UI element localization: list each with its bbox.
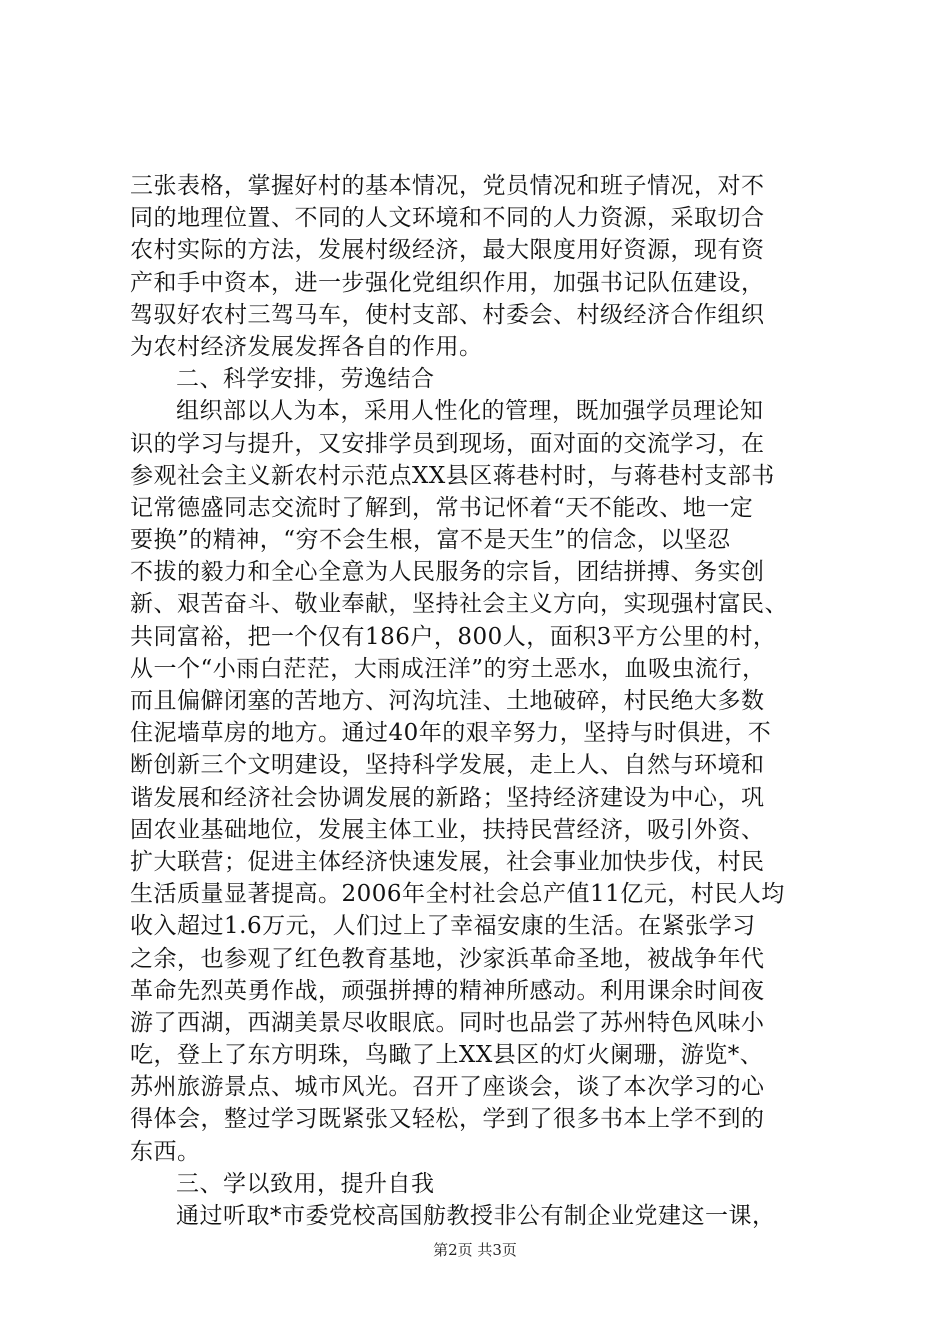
text-line: 革命先烈英勇作战，顽强拼搏的精神所感动。利用课余时间夜 — [130, 977, 765, 1004]
document-body — [130, 170, 840, 1232]
text-line: 要换”的精神，“穷不会生根，富不是天生”的信念，以坚忍 — [130, 527, 731, 554]
text-line: 而且偏僻闭塞的苦地方、河沟坑洼、土地破碎，村民绝大多数 — [130, 688, 765, 714]
section-heading: 二、科学安排，劳逸结合 — [176, 366, 435, 393]
text-line: 新、艰苦奋斗、敬业奉献，坚持社会主义方向，实现强村富民、 — [130, 591, 788, 618]
text-line: 共同富裕，把一个仅有186户，800人，面积3平方公里的村， — [130, 623, 777, 650]
text-line: 苏州旅游景点、城市风光。召开了座谈会，谈了本次学习的心 — [130, 1074, 765, 1101]
text-line: 谐发展和经济社会协调发展的新路；坚持经济建设为中心，巩 — [130, 784, 765, 811]
text-line: 从一个“小雨白茫茫，大雨成汪洋”的穷土恶水，血吸虫流行， — [130, 655, 766, 682]
text-line: 吃，登上了东方明珠，鸟瞰了上XX县区的灯火阑珊，游览*、 — [130, 1042, 764, 1069]
text-line: 收入超过1.6万元，人们过上了幸福安康的生活。在紧张学习 — [130, 913, 756, 940]
text-line: 生活质量显著提高。2006年全村社会总产值11亿元，村民人均 — [130, 881, 785, 908]
text-line: 参观社会主义新农村示范点XX县区蒋巷村时，与蒋巷村支部书 — [130, 462, 775, 489]
text-line: 产和手中资本，进一步强化党组织作用，加强书记队伍建设， — [130, 269, 765, 296]
text-line: 游了西湖，西湖美景尽收眼底。同时也品尝了苏州特色风味小 — [130, 1009, 765, 1036]
page-footer: 第2页 共3页 — [433, 1241, 517, 1259]
text-line: 得体会，整过学习既紧张又轻松，学到了很多书本上学不到的 — [130, 1106, 765, 1133]
text-line: 组织部以人为本，采用人性化的管理，既加强学员理论知 — [176, 398, 764, 425]
text-line: 同的地理位置、不同的人文环境和不同的人力资源，采取切合 — [130, 205, 765, 232]
text-line: 三张表格，掌握好村的基本情况，党员情况和班子情况，对不 — [130, 173, 765, 199]
text-line: 东西。 — [130, 1138, 201, 1165]
text-line: 断创新三个文明建设，坚持科学发展，走上人、自然与环境和 — [130, 752, 765, 779]
section-heading: 三、学以致用，提升自我 — [176, 1170, 435, 1197]
text-line: 住泥墙草房的地方。通过40年的艰辛努力，坚持与时俱进，不 — [130, 720, 772, 747]
text-line: 固农业基础地位，发展主体工业，扶持民营经济，吸引外资、 — [130, 816, 765, 843]
text-line: 不拔的毅力和全心全意为人民服务的宗旨，团结拼搏、务实创 — [130, 559, 765, 586]
text-line: 农村实际的方法，发展村级经济，最大限度用好资源，现有资 — [130, 237, 765, 264]
text-line: 扩大联营；促进主体经济快速发展，社会事业加快步伐，村民 — [130, 848, 765, 875]
text-line: 通过听取*市委党校高国舫教授非公有制企业党建这一课， — [176, 1203, 776, 1229]
text-line: 驾驭好农村三驾马车，使村支部、村委会、村级经济合作组织 — [130, 301, 765, 328]
text-line: 为农村经济发展发挥各自的作用。 — [130, 333, 483, 360]
text-line: 记常德盛同志交流时了解到，常书记怀着“天不能改、地一定 — [130, 494, 754, 521]
text-line: 识的学习与提升，又安排学员到现场，面对面的交流学习，在 — [130, 430, 765, 457]
text-line: 之余，也参观了红色教育基地，沙家浜革命圣地，被战争年代 — [130, 945, 765, 972]
